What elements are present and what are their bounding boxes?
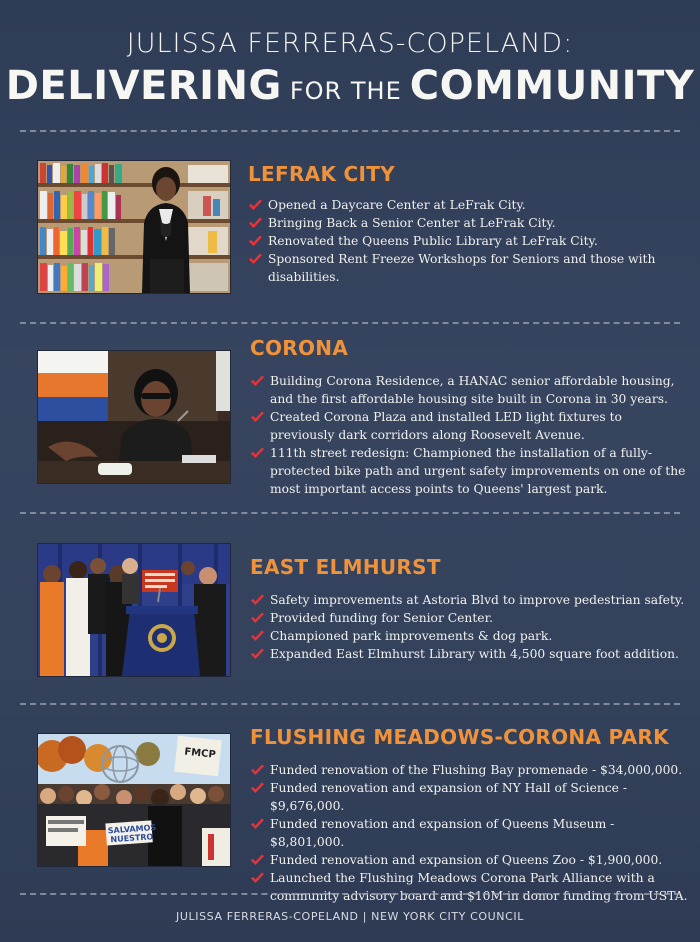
checkmark-icon [248, 253, 263, 265]
section-divider [20, 130, 680, 132]
header-name: JULISSA FERRERAS-COPELAND: [126, 28, 574, 59]
flushing-meadows-rally-photo [37, 733, 231, 867]
checkmark-icon [248, 217, 263, 229]
checkmark-icon [250, 411, 265, 423]
list-item: Launched the Flushing Meadows Corona Park Alliance with a community advisory board and $10M in donor funding from USTA. [250, 869, 690, 905]
lefrak-library-photo [37, 160, 231, 294]
sign-nuestro: NUESTRO [110, 832, 154, 845]
sign-fmcp: FMCP [183, 746, 217, 761]
list-item: Championed park improvements & dog park. [250, 627, 690, 645]
flyer-footer [0, 910, 700, 923]
section-divider [20, 703, 680, 705]
list-item: 111th street redesign: Championed the installation of a fully-protected bike path and urgent safety improvements on one of the most important access points to Queens' largest park. [250, 444, 690, 498]
checkmark-icon [250, 818, 265, 830]
list-item: Expanded East Elmhurst Library with 4,500 square foot addition. [250, 645, 690, 663]
section-title: LEFRAK CITY [248, 162, 395, 186]
checkmark-icon [250, 447, 265, 459]
sign-salvamos: SALVAMOS [107, 823, 157, 836]
checkmark-icon [248, 199, 263, 211]
flushing-meadows-list [250, 761, 690, 905]
footer-name: JULISSA FERRERAS-COPELAND [176, 910, 359, 923]
list-item: Bringing Back a Senior Center at LeFrak City. [248, 214, 668, 232]
footer-council: NEW YORK CITY COUNCIL [371, 910, 524, 923]
section-title: CORONA [250, 336, 349, 360]
list-item: Opened a Daycare Center at LeFrak City. [248, 196, 668, 214]
east-elmhurst-list [250, 591, 690, 663]
list-item: Funded renovation and expansion of NY Hall of Science - $9,676,000. [250, 779, 690, 815]
headline-community: COMMUNITY [409, 63, 695, 109]
east-elmhurst-podium-photo [37, 543, 231, 677]
list-item: Building Corona Residence, a HANAC senior affordable housing, and the first affordable housing site built in Corona in 30 years. [250, 372, 690, 408]
list-item: Provided funding for Senior Center. [250, 609, 690, 627]
list-item: Created Corona Plaza and installed LED light fixtures to previously dark corridors along Roosevelt Avenue. [250, 408, 690, 444]
list-item: Funded renovation and expansion of Queens Zoo - $1,900,000. [250, 851, 690, 869]
checkmark-icon [250, 612, 265, 624]
checkmark-icon [250, 872, 265, 884]
list-item: Funded renovation of the Flushing Bay promenade - $34,000,000. [250, 761, 690, 779]
corona-content [250, 336, 690, 498]
checkmark-icon [250, 854, 265, 866]
corona-speaker-photo [37, 350, 231, 484]
checkmark-icon [250, 648, 265, 660]
section-divider [20, 322, 680, 324]
checkmark-icon [250, 375, 265, 387]
flushing-meadows-content [250, 725, 690, 905]
section-title: EAST ELMHURST [250, 555, 441, 579]
section-divider [20, 893, 680, 895]
checkmark-icon [250, 782, 265, 794]
east-elmhurst-content [250, 555, 690, 663]
checkmark-icon [248, 235, 263, 247]
list-item: Safety improvements at Astoria Blvd to improve pedestrian safety. [250, 591, 690, 609]
list-item: Sponsored Rent Freeze Workshops for Seniors and those with disabilities. [248, 250, 668, 286]
list-item: Renovated the Queens Public Library at LeFrak City. [248, 232, 668, 250]
lefrak-list [248, 196, 668, 286]
corona-list [250, 372, 690, 498]
section-title: FLUSHING MEADOWS-CORONA PARK [250, 725, 669, 749]
lefrak-content [248, 162, 668, 286]
checkmark-icon [250, 594, 265, 606]
headline-delivering: DELIVERING [5, 63, 282, 109]
checkmark-icon [250, 764, 265, 776]
headline-for-the: FOR THE [289, 77, 402, 105]
list-item: Funded renovation and expansion of Queens Museum - $8,801,000. [250, 815, 690, 851]
footer-separator: | [362, 910, 368, 923]
flyer-header [0, 28, 700, 109]
section-divider [20, 512, 680, 514]
checkmark-icon [250, 630, 265, 642]
header-headline [0, 63, 700, 109]
